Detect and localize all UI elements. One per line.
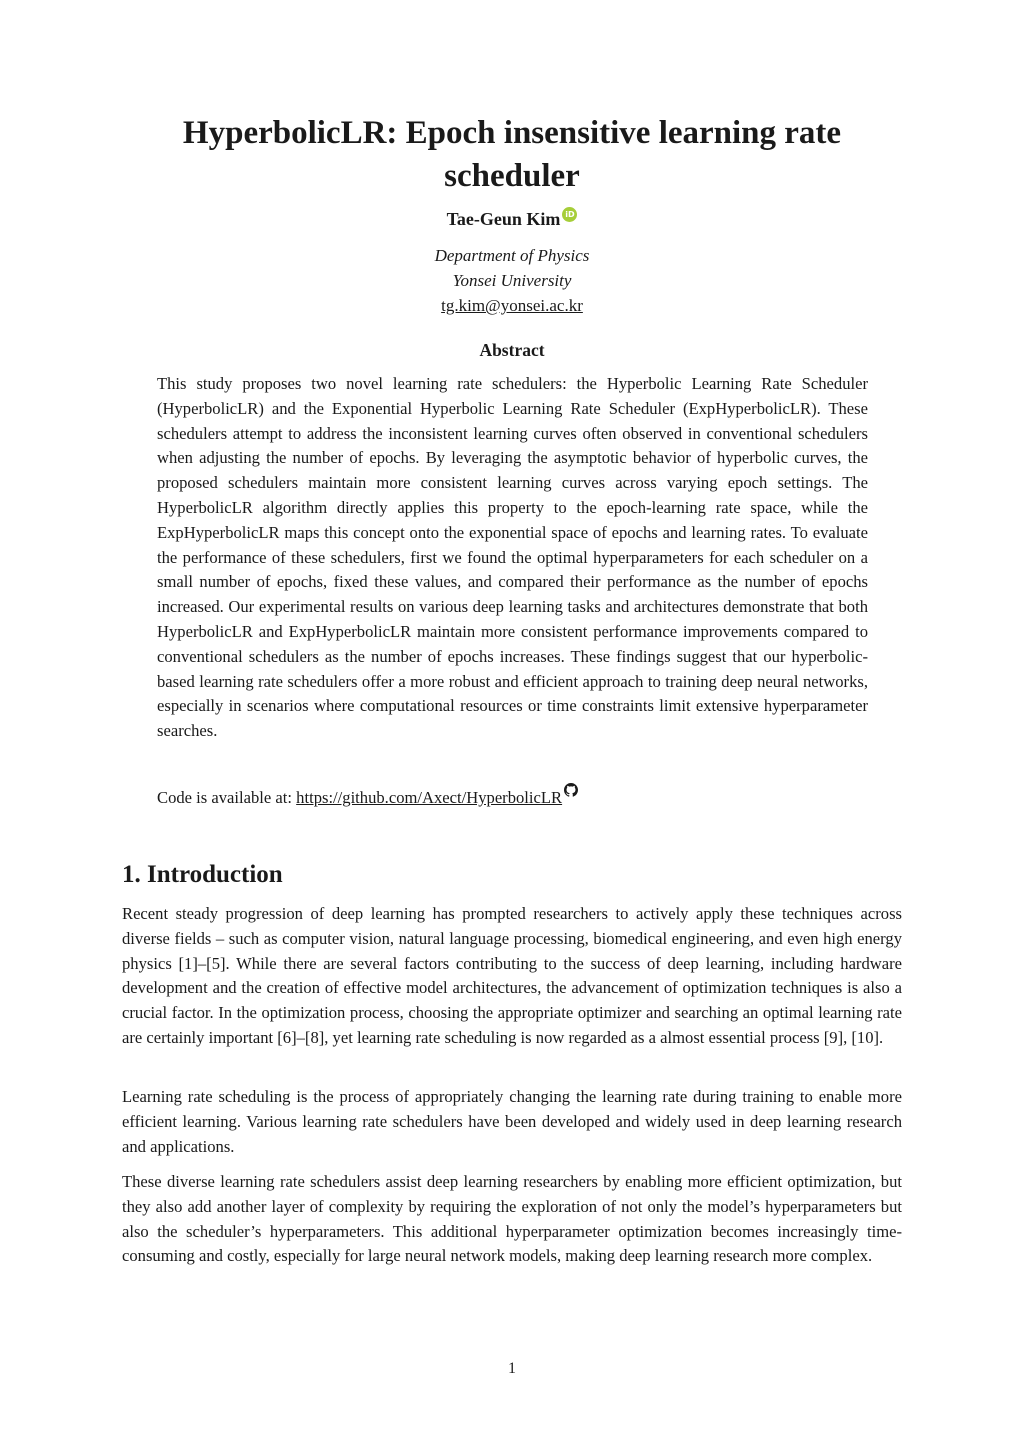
section-heading-introduction: 1. Introduction [122, 861, 283, 888]
abstract-heading: Abstract [479, 340, 545, 360]
paper-title: HyperbolicLR: Epoch insensitive learning rate scheduler [182, 115, 842, 194]
code-availability [157, 780, 868, 810]
intro-paragraph-3: These diverse learning rate schedulers assist deep learning researchers by enabling more efficient optimization, but they also add another layer of complexity by requiring the exploration of not only the model’s hyperparameters but also the scheduler’s hyperparameters. This additional hyperparameter optimization becomes increasingly time-consuming and costly, especially for large neural network models, making deep learning research more complex. [122, 1172, 902, 1266]
page-number: 1 [508, 1360, 516, 1377]
intro-paragraph-1: Recent steady progression of deep learning has prompted researchers to actively apply these techniques across diverse fields – such as computer vision, natural language processing, biomedical engineering, and even high energy physics [1]–[5]. While there are several factors contributing to the success of deep learning, including hardware development and the creation of effective model architectures, the advancement of optimization techniques is also a crucial factor. In the optimization process, choosing the appropriate optimizer and searching an optimal learning rate are certainly important [6]–[8], yet learning rate scheduling is now regarded as a almost essential process [9], [10]. [122, 904, 902, 1047]
code-prefix: Code is available at: [157, 788, 293, 807]
author-email-link[interactable]: tg.kim@yonsei.ac.kr [441, 296, 583, 315]
university: Yonsei University [452, 271, 572, 290]
author-line [0, 207, 1024, 231]
abstract-text: This study proposes two novel learning rate schedulers: the Hyperbolic Learning Rate Scheduler (HyperbolicLR) and the Exponential Hyperbolic Learning Rate Scheduler (ExpHyperbolicLR). These schedulers attempt to address the inconsistent learning curves often observed in conventional schedulers when adjusting the number of epochs. By leveraging the asymptotic behavior of hyperbolic curves, the proposed schedulers maintain more consistent learning curves across varying epoch settings. The HyperbolicLR algorithm directly applies this property to the epoch-learning rate space, while the ExpHyperbolicLR maps this concept onto the exponential space of epochs and learning rates. To evaluate the performance of these schedulers, first we found the optimal hyperparameters for each scheduler on a small number of epochs, fixed these values, and compared their performance as the number of epochs increased. Our experimental results on various deep learning tasks and architectures demonstrate that both HyperbolicLR and ExpHyperbolicLR maintain more consistent performance improvements compared to conventional schedulers as the number of epochs increases. These findings suggest that our hyperbolic-based learning rate schedulers offer a more robust and efficient approach to training deep neural networks, especially in scenarios where computational resources or time constraints limit extensive hyperparameter searches. [157, 374, 868, 741]
affiliation [0, 243, 1024, 318]
github-icon[interactable] [564, 780, 578, 804]
author-name: Tae-Geun Kim [446, 209, 561, 229]
code-link[interactable]: https://github.com/Axect/HyperbolicLR [296, 788, 563, 807]
orcid-icon[interactable]: iD [562, 207, 577, 222]
intro-paragraph-2: Learning rate scheduling is the process of appropriately changing the learning rate during training to enable more efficient learning. Various learning rate schedulers have been developed and widely used in deep learning research and applications. [122, 1087, 902, 1156]
department: Department of Physics [434, 246, 590, 265]
